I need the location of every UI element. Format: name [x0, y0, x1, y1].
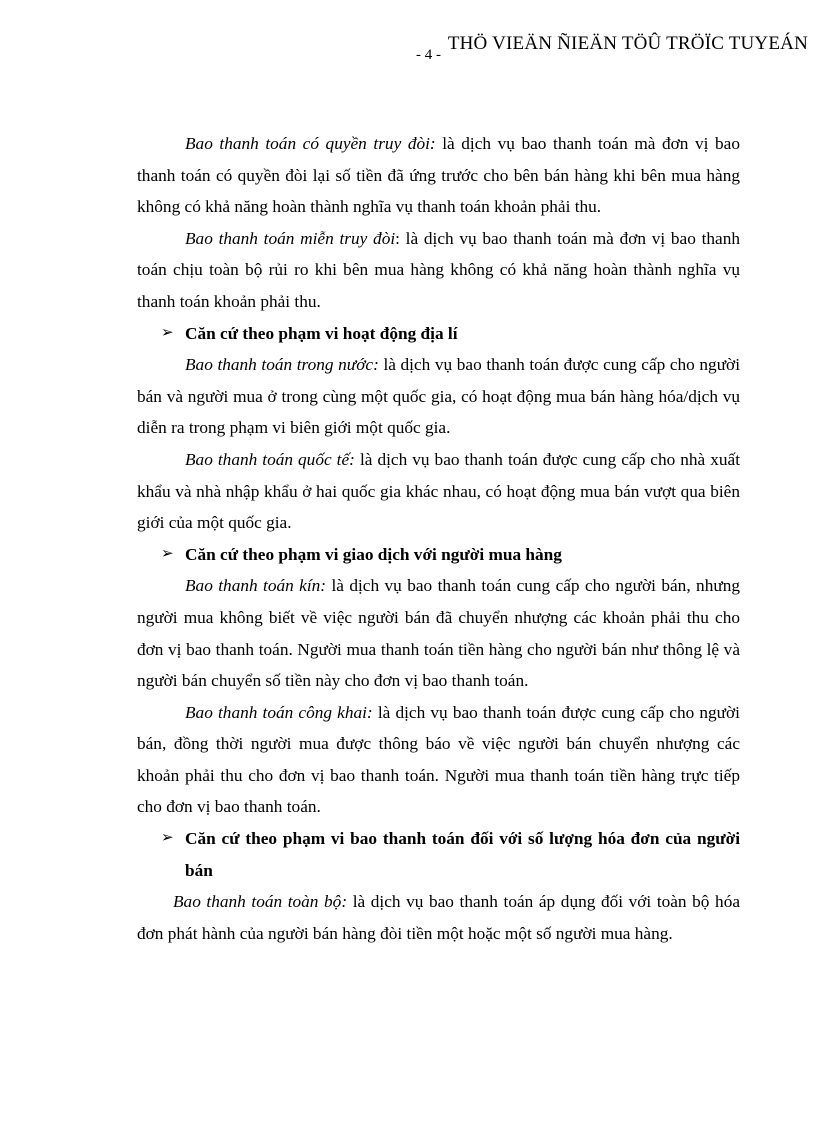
definition: là dịch vụ bao thanh toán áp dụng đối với toàn bộ hóa đơn phát hành của người bán hàng đòi tiền một hoặc một số người mua hàng. [137, 892, 741, 943]
definition: là dịch vụ bao thanh toán được cung cấp cho người bán và người mua ở trong cùng một quốc gia, có hoạt động mua bán hàng hóa/dịch vụ diễn ra trong phạm vi biên giới một quốc gia. [137, 355, 740, 438]
paragraph-domestic-factoring [137, 349, 740, 444]
paragraph-whole-turnover-factoring [137, 886, 740, 949]
heading-text: Căn cứ theo phạm vi giao dịch với người mua hàng [185, 544, 562, 564]
arrow-bullet-icon: ➢ [161, 545, 174, 562]
paragraph-non-recourse-factoring [137, 223, 740, 318]
paragraph-disclosed-factoring [137, 697, 740, 823]
definition: : là dịch vụ bao thanh toán mà đơn vị bao thanh toán chịu toàn bộ rủi ro khi bên mua hàng không có khả năng hoàn thành nghĩa vụ thanh toán khoản phải thu. [137, 228, 740, 311]
term: Bao thanh toán có quyền truy đòi: [185, 134, 436, 153]
heading-geographic-scope [137, 318, 740, 350]
heading-buyer-transaction-scope [137, 539, 740, 571]
arrow-bullet-icon: ➢ [161, 324, 174, 341]
term: Bao thanh toán toàn bộ: [173, 892, 348, 912]
heading-text: Căn cứ theo phạm vi hoạt động địa lí [185, 323, 458, 343]
header-title: THÖ VIEÄN ÑIEÄN TÖÛ TRÖÏC TUYEÁN [447, 33, 808, 54]
term: Bao thanh toán kín: [185, 576, 327, 596]
definition: là dịch vụ bao thanh toán mà đơn vị bao thanh toán có quyền đòi lại số tiền đã ứng trước cho bên bán hàng khi bên mua hàng không có khả năng hoàn thành nghĩa vụ thanh toán khoản phải thu. [137, 134, 740, 217]
definition: là dịch vụ bao thanh toán được cung cấp cho người bán, đồng thời người mua được thông báo về việc người bán chuyển nhượng các khoản phải thu cho đơn vị bao thanh toán. Người mua thanh toán tiền hàng trực tiếp cho đơn vị bao thanh toán. [137, 702, 740, 817]
term: Bao thanh toán trong nước: [185, 355, 379, 375]
definition: là dịch vụ bao thanh toán được cung cấp cho nhà xuất khẩu và nhà nhập khẩu ở hai quốc gia khác nhau, có hoạt động mua bán vượt qua biên giới của một quốc gia. [137, 449, 740, 533]
paragraph-international-factoring [137, 444, 740, 539]
document-body [137, 128, 740, 949]
heading-invoice-quantity-scope [137, 823, 740, 886]
paragraph-undisclosed-factoring [137, 570, 740, 696]
term: Bao thanh toán quốc tế: [185, 449, 355, 469]
heading-text: Căn cứ theo phạm vi bao thanh toán đối với số lượng hóa đơn của người bán [185, 829, 740, 880]
term: Bao thanh toán miễn truy đòi [185, 228, 396, 248]
term: Bao thanh toán công khai: [185, 702, 373, 722]
paragraph-recourse-factoring [137, 128, 740, 223]
definition: là dịch vụ bao thanh toán cung cấp cho người bán, nhưng người mua không biết về việc người bán đã chuyển nhượng các khoản phải thu cho đơn vị bao thanh toán. Người mua thanh toán tiền hàng cho người bán như thông lệ và người bán chuyển số tiền này cho đơn vị bao thanh toán. [137, 576, 740, 691]
arrow-bullet-icon: ➢ [161, 830, 174, 847]
page-number: - 4 - [416, 47, 441, 63]
